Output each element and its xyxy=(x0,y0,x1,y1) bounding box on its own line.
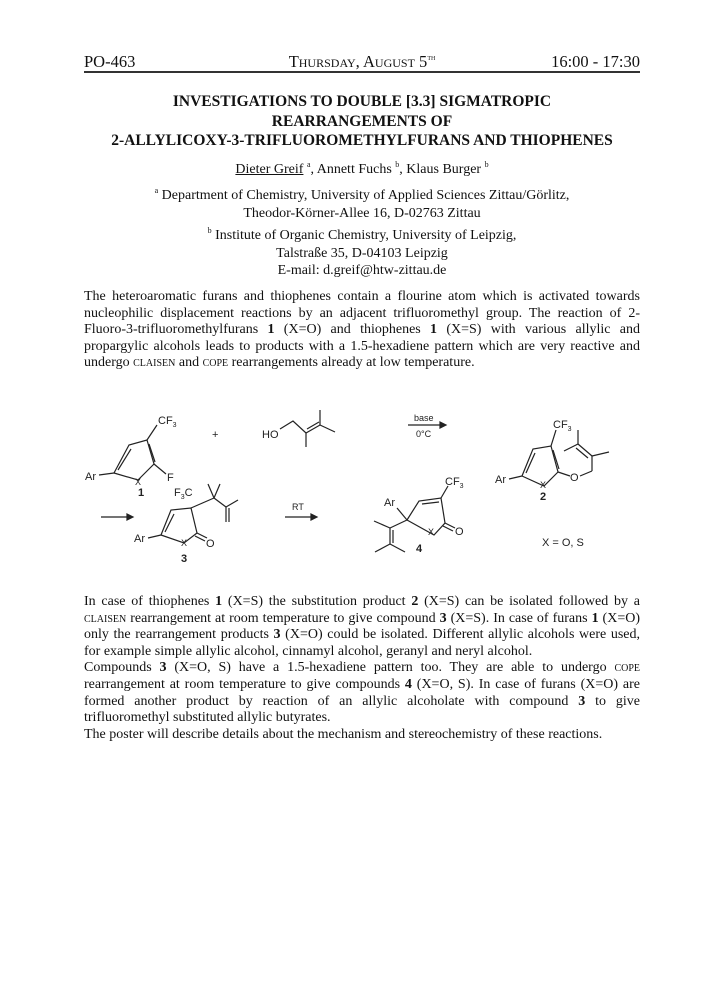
title-line-3: 2-ALLYLICOXY-3-TRIFLUOROMETHYLFURANS AND THIOPHENES xyxy=(111,132,613,149)
compound-ref: 3 xyxy=(578,693,586,709)
oxygen-label: O xyxy=(206,538,215,550)
paper-title xyxy=(84,92,640,151)
compound-4-structure xyxy=(374,476,464,555)
author-2: Annett Fuchs xyxy=(316,162,392,177)
ar-bond xyxy=(99,473,114,475)
cf3-label: $CF_3$ xyxy=(445,476,464,490)
text: (X=O) and thiophenes xyxy=(274,322,431,338)
chain-bonds xyxy=(280,421,335,433)
allylic-alcohol-structure xyxy=(262,410,335,447)
reaction-arrow-3 xyxy=(285,502,317,520)
closing-sentence: The poster will describe details about the mechanism and stereochemistry of these reactions. xyxy=(84,726,603,742)
cf3-bond xyxy=(147,425,157,440)
reaction-scheme-svg xyxy=(84,380,640,580)
poster-id: PO-463 xyxy=(84,52,136,71)
hydroxyl-label: HO xyxy=(262,429,279,441)
plus-sign: + xyxy=(212,429,219,441)
aryl-label: Ar xyxy=(85,471,96,483)
compound-1-structure xyxy=(85,415,177,499)
compound-label-1: 1 xyxy=(138,487,145,499)
ar-bond xyxy=(148,535,161,538)
cf3-bond xyxy=(551,430,556,446)
f-bond xyxy=(154,464,166,474)
author-3: Klaus Burger xyxy=(406,162,482,177)
aryl-label: Ar xyxy=(384,497,395,509)
reaction-arrow-1 xyxy=(408,413,446,439)
affiliation-b xyxy=(84,222,640,245)
x-definition: X = O, S xyxy=(542,537,584,549)
double-bond xyxy=(307,422,319,429)
session-day-text: Thursday, August 5 xyxy=(288,52,428,71)
compound-3-structure xyxy=(134,484,238,565)
compound-ref: 3 xyxy=(273,627,281,643)
text: to give trifluoromethyl substituted allylic butyrates. xyxy=(84,693,640,726)
heteroatom-label: X xyxy=(540,480,547,490)
aff-b-mark: b xyxy=(207,226,212,235)
methyl-bond xyxy=(226,500,238,507)
compound-ref: 1 xyxy=(430,322,438,338)
oxygen-label: O xyxy=(570,472,579,484)
f3c-label: $F_3C$ xyxy=(174,487,193,501)
double-bond xyxy=(149,444,155,462)
results-paragraph-1 xyxy=(84,594,640,660)
cf3-label: $CF_3$ xyxy=(158,415,177,429)
fluorine-label: F xyxy=(167,472,174,484)
reaction-scheme xyxy=(84,380,640,580)
heteroatom-label: X xyxy=(428,527,435,537)
cf3-label: $CF_3$ xyxy=(553,419,572,433)
text: The heteroaromatic furans and thiophenes contain a flourine atom which is activated towards nucleophilic displacement reactions by an adjacent trifluoromethyl group. The reaction of 2-Fluoro-3-trifluoromethylfurans xyxy=(84,289,640,338)
claisen-term: claisen xyxy=(84,610,127,626)
text: (X=O) could be isolated. Different allylic alcohols were used, for example simple allylic alcohol, cinnamyl alcohol, geranyl and neryl alcohol. xyxy=(84,627,641,659)
text: (X=S) the substitution product xyxy=(222,594,412,609)
methyl-bond xyxy=(592,452,609,456)
compound-2-structure xyxy=(495,419,609,503)
compound-ref: 1 xyxy=(267,322,275,338)
title-line-2: REARRANGEMENTS OF xyxy=(271,112,453,130)
results-paragraphs xyxy=(84,594,640,743)
aff-a-line1: Department of Chemistry, University of Applied Sciences Zittau/Görlitz, xyxy=(161,188,570,203)
ether-bond xyxy=(558,472,570,476)
text: Compounds xyxy=(84,660,160,676)
author-2-aff: b xyxy=(395,160,400,169)
chain-bond xyxy=(214,498,226,507)
affiliation-a xyxy=(84,182,640,205)
chain-bond xyxy=(390,520,407,528)
ar-bond xyxy=(397,508,407,520)
compound-ref: 1 xyxy=(215,594,223,609)
methyl-bond xyxy=(375,544,390,552)
text: (X=O, S). In case of furans (X=O) are formed another product by reaction of an allylic alcoholate with compound xyxy=(84,676,640,709)
text: (X=S) can be isolated followed by a xyxy=(418,594,640,609)
alkene-bond xyxy=(578,444,592,456)
aff-b-line1: Institute of Organic Chemistry, University of Leipzig, xyxy=(215,228,517,243)
methyl-bond xyxy=(374,521,390,528)
session-time: 16:00 - 17:30 xyxy=(551,52,640,71)
reaction-arrow-2 xyxy=(101,514,133,520)
compound-ref: 3 xyxy=(159,660,167,676)
text: (X=O, S) have a 1.5-hexadiene pattern too. They are able to undergo xyxy=(166,660,615,676)
day-suffix: th xyxy=(427,53,436,62)
text: rearrangements already at low temperature. xyxy=(228,355,475,371)
chain-bond xyxy=(191,498,214,508)
author-3-aff: b xyxy=(484,160,489,169)
page-header xyxy=(84,52,640,72)
ring-bonds xyxy=(114,440,154,480)
ring-bonds xyxy=(161,508,197,543)
compound-ref: 4 xyxy=(404,676,412,692)
heteroatom-label: X xyxy=(135,477,142,487)
arrow-condition-top: base xyxy=(414,413,434,423)
aryl-label: Ar xyxy=(134,533,145,545)
methyl-bond xyxy=(564,444,578,451)
text: rearrangement at room temperature to give compounds xyxy=(84,676,405,692)
aryl-label: Ar xyxy=(495,474,506,486)
compound-ref: 3 xyxy=(439,610,447,626)
text: (X=S) with various allylic and propargylic alcohols leads to products with a 1.5-hexadiene pattern which are very reactive and undergo xyxy=(84,322,641,371)
arrow-head xyxy=(440,422,446,428)
claisen-term: claisen xyxy=(133,355,176,371)
heteroatom-label: X xyxy=(181,538,188,548)
aff-a-line2: Theodor-Körner-Allee 16, D-02763 Zittau xyxy=(243,205,481,221)
arrow-condition-top: RT xyxy=(292,502,304,512)
arrow-condition-bottom: 0°C xyxy=(416,429,432,439)
text: (X=S). In case of furans xyxy=(446,610,592,626)
ar-bond xyxy=(509,476,522,479)
header-rule xyxy=(84,71,640,73)
double-bond xyxy=(576,448,588,458)
text: (X=O) only the rearrangement products xyxy=(84,610,640,643)
compound-label-2: 2 xyxy=(540,491,547,503)
compound-label-3: 3 xyxy=(181,553,188,565)
aff-b-line2: Talstraße 35, D-04103 Leipzig xyxy=(276,245,448,261)
intro-paragraph xyxy=(84,289,640,372)
methyl-bond xyxy=(214,484,220,498)
text: rearrangement at room temperature to give compound xyxy=(126,610,440,626)
methyl-bond xyxy=(390,544,405,552)
cope-term: cope xyxy=(614,660,641,676)
author-1: Dieter Greif xyxy=(235,162,304,177)
text: and xyxy=(175,355,203,371)
aff-a-mark: a xyxy=(154,186,159,195)
arrow-head xyxy=(311,514,317,520)
contact-email[interactable]: E-mail: d.greif@htw-zittau.de xyxy=(277,263,447,278)
compound-ref: 1 xyxy=(591,610,599,626)
ch2-bond xyxy=(580,471,592,476)
author-1-aff: a xyxy=(306,160,311,169)
oxygen-label: O xyxy=(455,526,464,538)
results-paragraph-2 xyxy=(84,660,640,726)
compound-label-4: 4 xyxy=(416,543,423,555)
cope-term: cope xyxy=(202,355,229,371)
compound-ref: 2 xyxy=(411,594,419,609)
text: In case of thiophenes xyxy=(84,594,216,609)
double-bond xyxy=(422,502,439,504)
title-line-1: INVESTIGATIONS TO DOUBLE [3.3] SIGMATROPIC xyxy=(172,93,552,110)
affiliations xyxy=(84,182,640,280)
methyl-bond xyxy=(208,484,214,498)
author-list: Dieter Greif $^a$, Annett Fuchs $^b$, Klaus Burger $^b$ xyxy=(235,160,489,177)
arrow-head xyxy=(127,514,133,520)
